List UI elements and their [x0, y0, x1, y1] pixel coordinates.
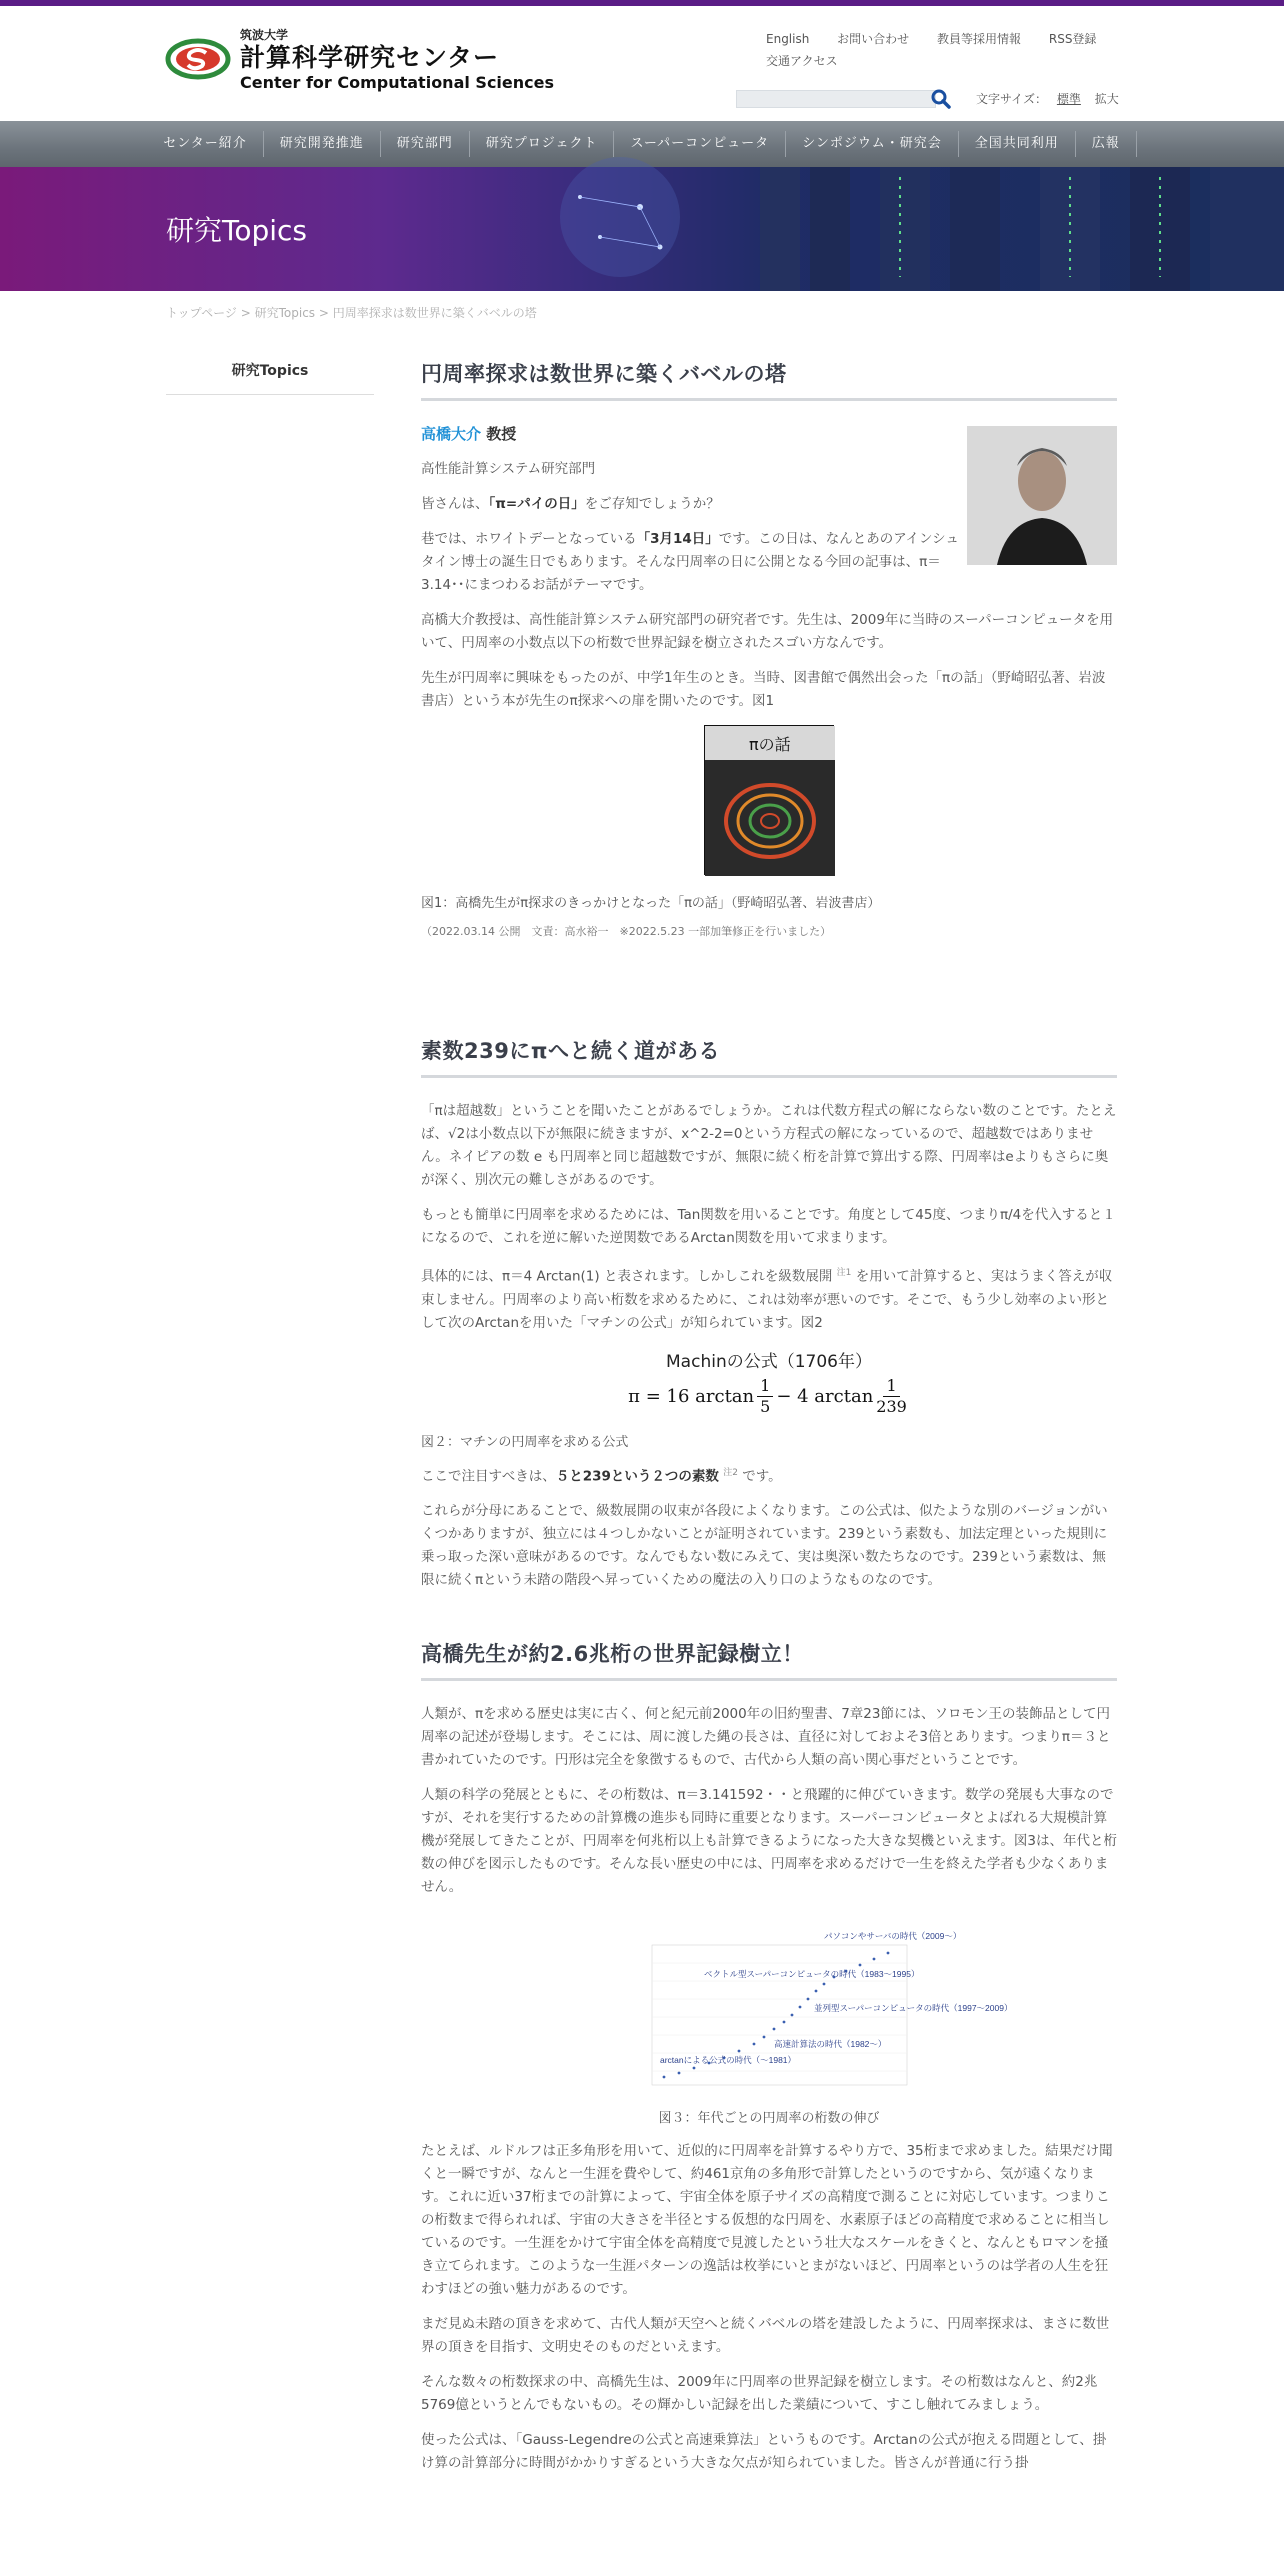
link-recruit[interactable]: 教員等採用情報 [937, 32, 1022, 46]
article-title: 円周率探求は数世界に築くバベルの塔 [421, 358, 1117, 401]
nav-projects[interactable]: 研究プロジェクト [470, 131, 615, 157]
paragraph: 巷では、ホワイトデーとなっている「3月14日」です。この日は、なんとあのアインシュタイン博士の誕生日でもあります。そんな円周率の日に公開となる今回の記事は、π＝3.14･･にまつわるお話がテーマです。 [421, 531, 959, 593]
paragraph: これらが分母にあることで、級数展開の収束が各段によくなります。この公式は、似たような別のバージョンがいくつかありますが、独立には４つしかないことが証明されています。239という素数も、加法定理といった規則に乗っ取った深い意味があるのです。なんでもない数にみえて、実は奥深い数たちなのです。239という素数は、無限に続くπという未踏の階段へ昇っていくための魔法の入り口のようなものなのです。 [421, 1503, 1108, 1588]
nav-rd[interactable]: 研究開発推進 [264, 131, 381, 157]
book-cover-image[interactable] [704, 725, 834, 875]
fig3-label-vector: ベクトル型スーパーコンピュータの時代（1983〜1995） [704, 1969, 920, 1979]
paragraph: もっとも簡単に円周率を求めるためには、Tan関数を用いることです。角度として45度、つまりπ/4を代入すると１になるので、これを逆に解いた逆関数であるArctan関数を用いて求まります。 [421, 1207, 1116, 1246]
figure-3 [421, 1927, 1117, 2101]
section-title-record: 高橋先生が約2.6兆桁の世界記録樹立！ [421, 1638, 1117, 1681]
paragraph: 具体的には、π＝4 Arctan(1) と表されます。しかしこれを級数展開 $^{注1}$ を用いて計算すると、実はうまく答えが収束しません。円周率のより高い桁数を求めるために、これは効率が悪いのです。そこで、もう少し効率のよい形として次のArctanを用いた「マチンの公式」が知られています。図2 [421, 1268, 1113, 1331]
paragraph: 使った公式は、「Gauss-Legendreの公式と高速乗算法」というものです。Arctanの公式が抱える問題として、掛け算の計算部分に時間がかかりすぎるという大きな欠点が知られていました。皆さんが普通に行う掛 [421, 2432, 1107, 2471]
link-rss[interactable]: RSS登録 [1048, 32, 1097, 46]
global-nav [0, 121, 1284, 167]
paragraph: 「πは超越数」ということを聞いたことがあるでしょうか。これは代数方程式の解にならない数のことです。たとえば、√2は小数点以下が無限に続きますが、x^2-2=0という方程式の解になっているので、超越数ではありません。ネイピアの数 e も円周率と同じ超越数ですが、無限に続く桁を計算で算出する際、円周率はeよりもさらに奥が深く、別次元の難しさがあるのです。 [421, 1103, 1117, 1188]
paragraph: 人類の科学の発展とともに、その桁数は、π＝3.141592・・と飛躍的に伸びていきます。数学の発展も大事なのですが、それを実行するための計算機の進歩も同時に重要となります。スーパーコンピュータとよばれる大規模計算機が発展してきたことが、円周率を何兆桁以上も計算できるようになった大きな契機といえます。図3は、年代と桁数の伸びを図示したものです。そんな長い歴史の中には、円周率を求めるだけで一生を終えた学者も少なくありません。 [421, 1787, 1118, 1895]
author-title: 教授 [486, 425, 517, 443]
footnote-link[interactable]: 注1 [836, 1268, 852, 1278]
search-input[interactable] [736, 90, 936, 108]
fig3-label-parallel: 並列型スーパーコンピュータの時代（1997〜2009） [814, 2003, 1013, 2013]
paragraph: 皆さんは、「π=パイの日」をご存知でしょうか？ [421, 496, 720, 512]
page-title: 研究Topics [166, 214, 308, 247]
nav-symposium[interactable]: シンポジウム・研究会 [786, 131, 959, 157]
link-access[interactable]: 交通アクセス [766, 54, 838, 68]
university-name: 筑波大学 [240, 28, 289, 42]
org-name-en: Center for Computational Sciences [240, 73, 555, 92]
article-meta: （2022.03.14 公開 文責：高水裕一 ※2022.5.23 一部加筆修正を行いました） [421, 925, 832, 938]
section-title-prime: 素数239にπへと続く道がある [421, 1035, 1117, 1078]
search-icon[interactable] [930, 88, 952, 110]
author-photo [967, 426, 1117, 565]
site-header [0, 6, 1284, 121]
figure-1 [421, 725, 1117, 880]
paragraph: まだ見ぬ未踏の頂きを求めて、古代人類が天空へと続くバベルの塔を建設したように、円周率探求は、まさに数世界の頂きを目指す、文明史そのものだといえます。 [421, 2316, 1110, 2355]
author-name-link[interactable]: 高橋大介 [421, 425, 482, 443]
article-main [421, 358, 1117, 2487]
formula-title: Machinの公式（1706年） [666, 1351, 872, 1372]
paragraph: 高橋大介教授は、高性能計算システム研究部門の研究者です。先生は、2009年に当時のスーパーコンピュータを用いて、円周率の小数点以下の桁数で世界記録を樹立されたスゴい方なんです。 [421, 612, 1114, 651]
font-size-standard[interactable]: 標準 [1056, 92, 1081, 106]
paragraph: そんな数々の桁数探求の中、高橋先生は、2009年に円周率の世界記録を樹立します。その桁数はなんと、約2兆5769億というとんでもないもの。その輝かしい記録を出した業績について、すこし触れてみましょう。 [421, 2374, 1098, 2413]
machin-formula: π = 16 arctan $\frac{1}{5}$ − 4 arctan $\frac{1}{239}$ [628, 1375, 907, 1416]
paragraph: 先生が円周率に興味をもったのが、中学1年生のとき。当時、図書館で偶然出会った「πの話」（野崎昭弘著、岩波書店）という本が先生のπ探求への扉を開いたのです。図1 [421, 670, 1106, 709]
breadcrumb[interactable]: トップページ > 研究Topics > 円周率探求は数世界に築くバベルの塔 [166, 306, 537, 320]
paragraph: たとえば、ルドルフは正多角形を用いて、近似的に円周率を計算するやり方で、35桁まで求めました。結果だけ聞くと一瞬ですが、なんと一生涯を費やして、約461京角の多角形で計算したというのですから、気が遠くなります。これに近い37桁までの計算によって、宇宙全体を原子サイズの高精度で測ることに対応しています。つまりこの桁数まで得られれば、宇宙の大きさを半径とする仮想的な円周を、水素原子ほどの高精度で求めることに相当しているのです。一生涯をかけて宇宙全体を高精度で見渡したという壮大なスケールをきくと、なんともロマンを掻き立てられます。このような一生涯パターンの逸話は枚挙にいとまがないほど、円周率というのは学者の人生を狂わすほどの強い魅力があるのです。 [421, 2143, 1113, 2297]
nav-pr[interactable]: 広報 [1076, 131, 1137, 157]
figure-2-formula [421, 1347, 1117, 1417]
ccs-logo-icon [166, 39, 230, 79]
pi-digits-history-chart[interactable] [624, 1927, 1013, 2097]
department: 高性能計算システム研究部門 [421, 461, 596, 477]
link-contact[interactable]: お問い合わせ [837, 32, 910, 46]
book-title-text: πの話 [749, 735, 791, 754]
fig3-label-fast: 高速計算法の時代（1982〜） [774, 2039, 887, 2049]
paragraph: 人類が、πを求める歴史は実に古く、何と紀元前2000年の旧約聖書、7章23節には、ソロモン王の装飾品として円周率の記述が登場します。そこには、周に渡した縄の長さは、直径に対しておよそ3倍とあります。つまりπ＝３と書かれていたのです。円形は完全を象徴するもので、古代から人類の高い関心事だということです。 [421, 1706, 1111, 1768]
nav-joint-use[interactable]: 全国共同利用 [959, 131, 1076, 157]
sidebar-heading[interactable]: 研究Topics [166, 360, 374, 395]
figure-1-caption: 図1：高橋先生がπ探求のきっかけとなった「πの話」（野崎昭弘著、岩波書店） [421, 896, 881, 911]
nav-about[interactable]: センター紹介 [147, 131, 263, 157]
figure-2-caption: 図２：マチンの円周率を求める公式 [421, 1434, 629, 1450]
page-banner [0, 167, 1284, 291]
org-name-jp: 計算科学研究センター [240, 43, 500, 72]
footnote-link[interactable]: 注2 [723, 1467, 738, 1478]
link-english[interactable]: English [766, 32, 810, 46]
paragraph: ここで注目すべきは、５と239という２つの素数 $^{注2}$ です。 [421, 1467, 782, 1484]
nav-divisions[interactable]: 研究部門 [381, 131, 470, 157]
font-size-large[interactable]: 拡大 [1094, 92, 1119, 106]
figure-3-caption: 図３：年代ごとの円周率の桁数の伸び [658, 2111, 880, 2126]
font-size-label: 文字サイズ： [976, 92, 1048, 106]
font-size-control [976, 90, 1119, 107]
utility-links [766, 28, 1126, 72]
nav-supercomputer[interactable]: スーパーコンピュータ [614, 131, 786, 157]
site-logo[interactable] [166, 26, 554, 92]
fig3-label-arctan: arctanによる公式の時代（〜1981） [660, 2055, 797, 2065]
fig3-label-pc: パソコンやサーバの時代（2009〜） [824, 1931, 962, 1941]
